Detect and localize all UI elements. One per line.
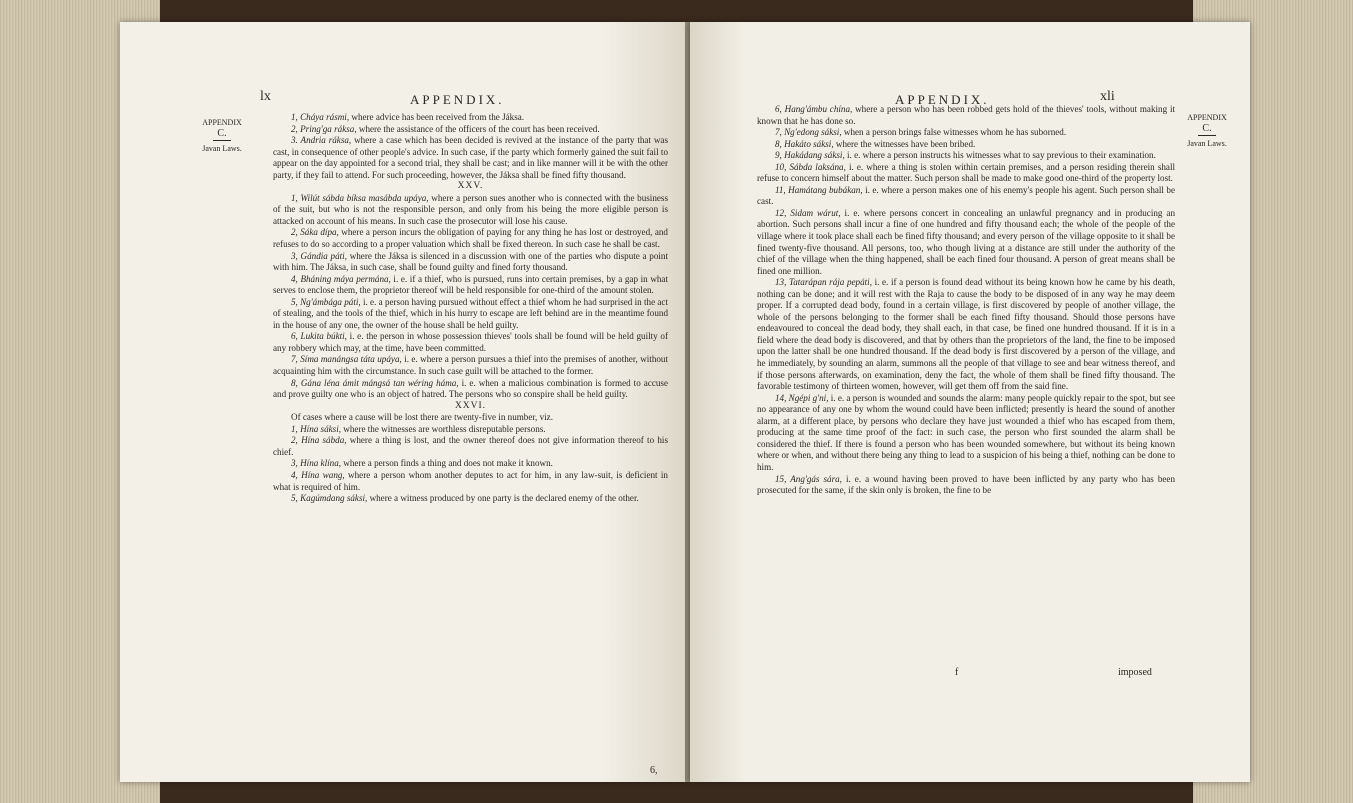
law-text: i. e. where a person instructs his witnesses what to say previous to their examination.: [844, 150, 1156, 161]
law-term: 14, Ngépi g'ni,: [775, 392, 829, 403]
law-term: 6, Lukita búkti,: [291, 331, 347, 342]
law-text: i. e. where a thing is stolen within certain premises, and a person residing therein shall refuse to concern himself about the matter. Such person shall be made to make good one-third of the property lost.: [757, 161, 1175, 184]
law-paragraph: [273, 493, 668, 505]
section-heading: XXV.: [457, 181, 484, 192]
law-text: where the witnesses have been bribed.: [833, 138, 976, 149]
right-margin-note: [1183, 112, 1231, 149]
left-margin-note: [198, 117, 246, 154]
law-paragraph: [757, 127, 1175, 139]
law-term: 12, Sidam wárut,: [775, 207, 841, 218]
law-term: 5, Ng'ámbága páti,: [291, 296, 361, 307]
law-paragraph: [757, 150, 1175, 162]
margin-section: C.: [1202, 123, 1212, 134]
law-term: 8, Hakáto sáksi,: [775, 138, 834, 149]
law-paragraph: [273, 251, 668, 274]
law-term: 3. Andria ráksa,: [291, 135, 352, 146]
law-paragraph: [273, 412, 668, 424]
law-paragraph: [273, 470, 668, 493]
law-paragraph: [757, 393, 1175, 474]
margin-rule: [1198, 135, 1216, 136]
left-running-header: APPENDIX.: [410, 92, 505, 107]
law-text: where a person who has been robbed gets hold of the thieves' tools, without making it known that he has done so.: [757, 104, 1175, 126]
law-term: 4, Bháning máya permána,: [291, 273, 391, 284]
law-paragraph: [273, 458, 668, 470]
law-text: i. e. where persons concert in concealing an unlawful pregnancy and in producing an abortion. Such persons shall incur a fine of one hundred and fifty thousand each; the whole of the people of the village where it took place shall each be fined fifty thousand; and every person of the village opposite to it shall be fined twenty-five thousand. All persons, too, who though living at a distance are still under the authority of the chief of the village when the thing happened, shall be each fined four thousand. A person of great means shall be fined one million.: [757, 207, 1175, 276]
law-text: i. e. where a person makes one of his enemy's people his agent. Such person shall be cast.: [757, 184, 1175, 207]
law-term: 6, Hang'ámbu chína,: [775, 104, 853, 114]
law-text: where a person incurs the obligation of paying for any thing he has lost or destroyed, and refuses to do so according to a proper valuation which shall be fixed thereon. In such case he shall be cast.: [273, 227, 668, 250]
law-text: when a person brings false witnesses whom he has suborned.: [841, 127, 1067, 138]
law-paragraph: [757, 277, 1175, 392]
law-text: where advice has been received from the Jáksa.: [349, 112, 525, 122]
law-term: 11, Hamátang bubákan,: [775, 184, 863, 195]
law-term: 1, Wilút sábda bíksa masábda upáya,: [291, 192, 429, 203]
margin-appendix: APPENDIX: [202, 118, 242, 127]
law-term: 2, Sáka dípa,: [291, 227, 339, 238]
law-term: 10, Sábda laksána,: [775, 161, 846, 172]
law-paragraph: [273, 274, 668, 297]
margin-rule: [213, 140, 231, 141]
law-paragraph: [273, 424, 668, 436]
left-page: [120, 22, 685, 782]
left-page-number: lx: [260, 89, 271, 104]
law-text: where a person finds a thing and does not make it known.: [341, 458, 553, 469]
law-paragraph: [273, 354, 668, 377]
margin-appendix: APPENDIX: [1187, 113, 1227, 122]
law-paragraph: [757, 104, 1175, 127]
law-text: where a person sues another who is connected with the business of the suit, but who is not the responsible person, and only from his being the more eligible person is attacked on account of his means. In such case the prosecutor will lose his cause.: [273, 192, 668, 226]
margin-section: C.: [217, 128, 227, 139]
law-term: 8, Gána léna ámit mángsá tan wéring háma,: [291, 377, 459, 388]
law-text: i. e. the person in whose possession thieves' tools shall be found will be held guilty of any robbery which may, at the time, have been committed.: [273, 331, 668, 353]
law-term: 13, Tatarápan rája pepáti,: [775, 277, 872, 288]
law-text: where a case which has been decided is revived at the instance of the party that was cast, in consequence of other people's advice. In such case, if the party which formerly gained the suit fail to appear on the day appointed for a second trial, they shall be cast; and in like manner will it be with the other party, if they fail to attend. For such proceeding, however, the Jáksa shall be fined fifty thousand.: [273, 135, 668, 180]
law-term: 1, Hína sáksi,: [291, 423, 342, 434]
law-text: where a thing is lost, and the owner thereof does not give information thereof to his chief.: [273, 435, 668, 457]
law-term: 1, Cháya rásmi,: [291, 112, 350, 122]
left-catchword: 6,: [650, 765, 658, 776]
law-term: 5, Kagúmdang sáksi,: [291, 493, 368, 504]
law-text: i. e. when a malicious combination is formed to accuse and prove guilty one who is an object of hatred. The persons who so conspire shall be held guilty.: [273, 377, 668, 400]
law-term: 9, Hakádang sáksi,: [775, 150, 845, 161]
law-paragraph: [273, 227, 668, 250]
law-paragraph: [757, 139, 1175, 151]
law-paragraph: [757, 185, 1175, 208]
right-catchword: imposed: [1118, 667, 1152, 678]
law-text: i. e. if a thief, who is pursued, runs into certain premises, by a gap in what serves to enclose them, the proprietor thereof will be held responsible for one-third of the amount stolen.: [273, 273, 668, 296]
law-term: 15, Ang'gás sára,: [775, 473, 842, 484]
law-text: i. e. a wound having been proved to have been inflicted by any party who has been prosecuted for the same, if the skin only is broken, the fine to be: [757, 473, 1175, 496]
right-page-text: [757, 104, 1175, 497]
section-heading: XXVI.: [454, 400, 487, 411]
law-text: i. e. a person is wounded and sounds the alarm: many people quickly repair to the spot, but see no appearance of any one by whom the wound could have been inflicted; presently is heard the sound of another alarm, at a different place, by persons who declare they have just wounded a thief who has escaped from them, producing at the same time proof of the fact: in such case, the person who first sounded the alarm shall be considered the thief. If there is found a person who has been wounded somewhere, but without its being known where or when, and without there being any thing to lead to a suspicion of his being a thief, nothing can be done to him.: [757, 392, 1175, 472]
law-text: i. e. where a person pursues a thief into the premises of another, without acquainting him with the circumstance. In such case guilt will be attached to the former.: [273, 354, 668, 377]
law-paragraph: [757, 474, 1175, 497]
law-paragraph: [273, 331, 668, 354]
law-text: where the witnesses are worthless disreputable persons.: [341, 423, 546, 434]
law-text: i. e. if a person is found dead without its being known how he came by his death, nothing can be done; and it will rest with the Raja to cause the body to be disposed of in any way he may deem proper. If a corrupted dead body, found in a certain village, is first discovered by people of another village, the whole of the persons belonging to the former shall be each fined fifty thousand. Should those persons have endeavoured to conceal the dead body, they shall each, in that case, be fined one hundred thousand. If it is in a field where the dead body is discovered, and that by others than the proprietors of the land, the fine to be imposed upon the latter shall be one hundred thousand. If the dead body is first discovered by a person of the village, and he immediately, by sounding an alarm, summons all the people of that village to see and bear witness thereof, and if those persons afterwards, on examination, deny the fact, the whole of them shall be fined fifty thousand. The favorable testimony of thirteen women, however, will get them off from the said fine.: [757, 277, 1175, 392]
law-term: 2, Pring'ga ráksa,: [291, 123, 357, 134]
law-paragraph: [273, 124, 668, 136]
law-text: where a person whom another deputes to act for him, in any law-suit, is deficient in what is required of him.: [273, 469, 668, 492]
law-text: i. e. a person having pursued without effect a thief whom he had surprised in the act of stealing, and the tools of the thief, which in his hurry to escape are left behind are in the meantime found in the house of any one, the owner of the house shall be held guilty.: [273, 296, 668, 330]
right-page: [690, 22, 1250, 782]
law-term: 7, Ng'edong sáksi,: [775, 127, 842, 138]
law-term: 7, Síma manángsa táta upáya,: [291, 354, 402, 365]
margin-topic: Javan Laws.: [202, 144, 242, 153]
margin-topic: Javan Laws.: [1187, 139, 1227, 148]
law-paragraph: [273, 435, 668, 458]
left-page-text: [273, 112, 668, 505]
law-paragraph: [757, 208, 1175, 277]
law-term: 3, Hína klína,: [291, 458, 342, 469]
law-text: Of cases where a cause will be lost there are twenty-five in number, viz.: [291, 412, 553, 423]
law-term: 4, Hína wang,: [291, 469, 345, 480]
law-text: where the assistance of the officers of the court has been received.: [356, 123, 600, 134]
right-signature: f: [955, 667, 959, 678]
law-term: 2, Hína sábda,: [291, 435, 347, 446]
law-text: where the Jáksa is silenced in a discussion with one of the parties who dispute a point with him. The Jáksa, in such case, shall be found guilty and fined forty thousand.: [273, 250, 668, 273]
law-paragraph: [273, 193, 668, 228]
right-page-number: xli: [1100, 89, 1115, 104]
law-paragraph: [273, 135, 668, 181]
right-running-header: APPENDIX.: [895, 92, 990, 107]
law-paragraph: [273, 297, 668, 332]
law-paragraph: [273, 112, 668, 124]
law-paragraph: [757, 162, 1175, 185]
law-text: where a witness produced by one party is the declared enemy of the other.: [367, 493, 639, 504]
law-paragraph: [273, 378, 668, 401]
law-term: 3, Gándia páti,: [291, 250, 347, 261]
